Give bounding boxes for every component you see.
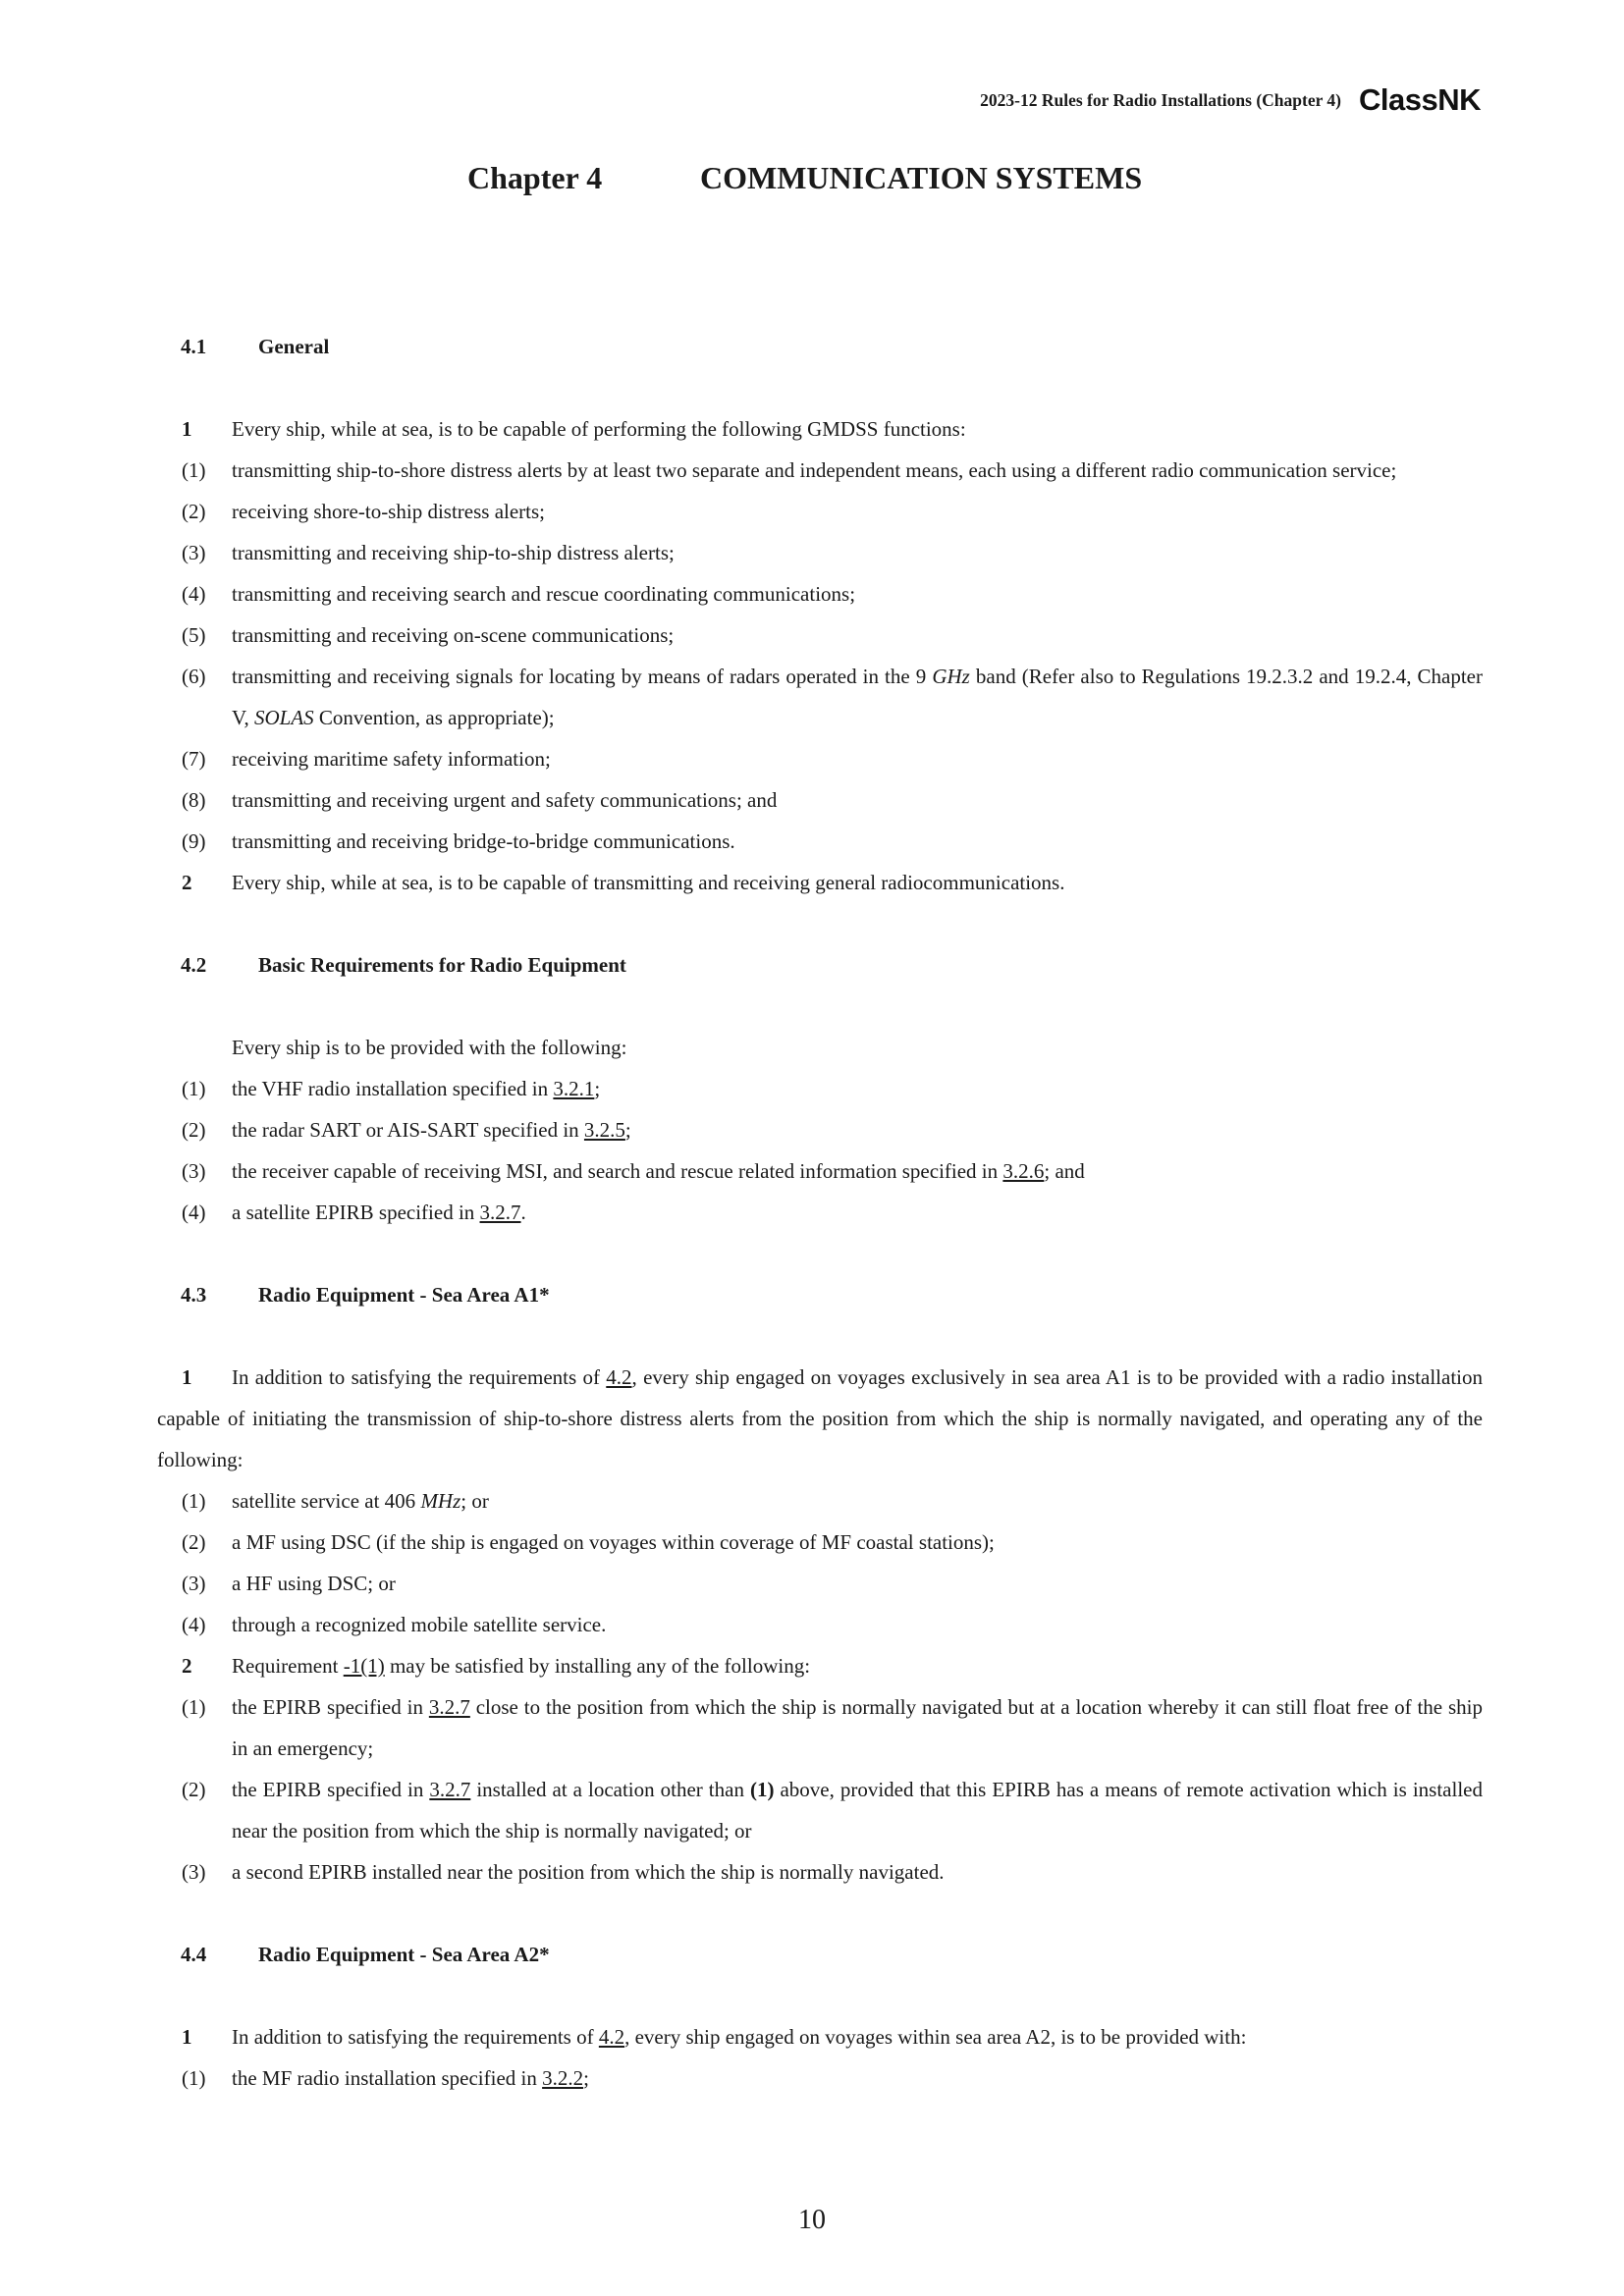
- item-number: (1): [182, 1489, 206, 1513]
- section-number: 4.1: [181, 334, 207, 358]
- section-title: Radio Equipment - Sea Area A1*: [258, 1282, 550, 1307]
- section-heading-4-3: [157, 1274, 1483, 1315]
- cross-reference-link[interactable]: 3.2.5: [583, 1118, 625, 1142]
- item-number: (3): [182, 1572, 206, 1595]
- item-text: the radar SART or AIS-SART specified in: [232, 1118, 584, 1142]
- item-number: (1): [182, 458, 206, 482]
- paragraph-text: may be satisfied by installing any of the following:: [384, 1654, 811, 1678]
- item-number: (1): [182, 1077, 206, 1100]
- item-text: band (Refer also to Regulations 19.2.3.2 and 19.2.4, Chapter V,: [232, 665, 1483, 729]
- section-number: 4.2: [181, 952, 207, 977]
- item-number: (3): [182, 541, 206, 564]
- cross-reference-link[interactable]: 3.2.1: [553, 1077, 595, 1100]
- paragraph-4-1-1: [157, 408, 1483, 450]
- section-title: Basic Requirements for Radio Equipment: [258, 952, 626, 977]
- item-text: the VHF radio installation specified in: [232, 1077, 554, 1100]
- page-number: 10: [798, 2205, 826, 2235]
- item-text: ; and: [1044, 1159, 1085, 1183]
- item-number: (6): [182, 665, 206, 688]
- item-text: ;: [624, 1118, 631, 1142]
- item-number: (2): [182, 1778, 206, 1801]
- list-item: [157, 1109, 1483, 1150]
- item-text: ;: [594, 1077, 601, 1100]
- list-item: [157, 614, 1483, 656]
- list-item: [157, 450, 1483, 491]
- item-number: (7): [182, 747, 206, 771]
- intro-text: Every ship is to be provided with the following:: [232, 1036, 627, 1059]
- paragraph-text: Every ship, while at sea, is to be capable of performing the following GMDSS functions:: [232, 417, 966, 441]
- document-body: [157, 326, 1483, 2099]
- item-text: transmitting and receiving on-scene communications;: [232, 623, 675, 647]
- chapter-title: COMMUNICATION SYSTEMS: [700, 160, 1143, 195]
- item-text: transmitting and receiving ship-to-ship distress alerts;: [232, 541, 675, 564]
- paragraph-text: Every ship, while at sea, is to be capable of transmitting and receiving general radiocommunications.: [232, 871, 1065, 894]
- paragraph-4-3-1: [157, 1357, 1483, 1480]
- item-text: transmitting ship-to-shore distress alerts by at least two separate and independent means, each using a different radio communication service;: [232, 458, 1397, 482]
- item-text: .: [520, 1201, 526, 1224]
- list-item: [157, 738, 1483, 779]
- item-text: ;: [583, 2066, 589, 2090]
- item-number: (4): [182, 1201, 206, 1224]
- list-item: [157, 1563, 1483, 1604]
- list-item: [157, 1686, 1483, 1769]
- paragraph-4-4-1: [157, 2016, 1483, 2057]
- cross-reference-link[interactable]: 3.2.2: [542, 2066, 584, 2090]
- item-number: (4): [182, 582, 206, 606]
- list-item: [157, 1068, 1483, 1109]
- section-title: General: [258, 334, 330, 358]
- cross-reference-link[interactable]: 4.2: [598, 2025, 625, 2049]
- running-title: 2023-12 Rules for Radio Installations (Chapter 4): [980, 89, 1341, 110]
- item-text: close to the position from which the ship is normally navigated but at a location whereby it can still float free of the ship in an emergency;: [232, 1695, 1483, 1760]
- paragraph-number: 1: [182, 2025, 192, 2049]
- item-text: through a recognized mobile satellite service.: [232, 1613, 607, 1636]
- item-text: receiving shore-to-ship distress alerts;: [232, 500, 545, 523]
- item-number: (1): [182, 1695, 206, 1719]
- paragraph-text: Requirement: [232, 1654, 344, 1678]
- item-text: a MF using DSC (if the ship is engaged on voyages within coverage of MF coastal stations);: [232, 1530, 995, 1554]
- cross-reference-link[interactable]: 3.2.7: [429, 1778, 471, 1801]
- cross-reference-link[interactable]: 3.2.6: [1002, 1159, 1045, 1183]
- item-text: transmitting and receiving urgent and safety communications; and: [232, 788, 778, 812]
- paragraph-number: 2: [182, 871, 192, 894]
- item-number: (2): [182, 1118, 206, 1142]
- cross-reference-link[interactable]: 3.2.7: [428, 1695, 470, 1719]
- item-text: the EPIRB specified in: [232, 1695, 429, 1719]
- list-item: [157, 1604, 1483, 1645]
- unit-ghz: GHz: [932, 665, 970, 688]
- item-text: above, provided that this EPIRB has a means of remote activation which is installed near the position from which the ship is normally navigated; or: [232, 1778, 1483, 1842]
- solas-term: SOLAS: [253, 706, 314, 729]
- list-item: [157, 1480, 1483, 1522]
- chapter-number: Chapter 4: [467, 160, 603, 195]
- item-text: a satellite EPIRB specified in: [232, 1201, 480, 1224]
- item-number: (2): [182, 500, 206, 523]
- paragraph-text: In addition to satisfying the requirements of: [232, 1365, 607, 1389]
- list-item: [157, 1769, 1483, 1851]
- item-number: (3): [182, 1860, 206, 1884]
- item-number: (2): [182, 1530, 206, 1554]
- item-text: ; or: [460, 1489, 489, 1513]
- list-item: [157, 779, 1483, 821]
- list-item: [157, 1522, 1483, 1563]
- paragraph-text: In addition to satisfying the requirements of: [232, 2025, 599, 2049]
- item-text: a second EPIRB installed near the position from which the ship is normally navigated.: [232, 1860, 945, 1884]
- paragraph-number: 2: [182, 1654, 192, 1678]
- item-reference-bold: (1): [749, 1778, 775, 1801]
- list-item: [157, 1150, 1483, 1192]
- section-number: 4.4: [181, 1942, 207, 1966]
- list-item: [157, 532, 1483, 573]
- classnk-logo: ClassNK: [1359, 82, 1481, 117]
- item-text: transmitting and receiving search and rescue coordinating communications;: [232, 582, 856, 606]
- item-number: (4): [182, 1613, 206, 1636]
- list-item: [157, 821, 1483, 862]
- section-heading-4-2: [157, 944, 1483, 986]
- item-number: (3): [182, 1159, 206, 1183]
- item-text: the MF radio installation specified in: [232, 2066, 543, 2090]
- paragraph-text: , every ship engaged on voyages within sea area A2, is to be provided with:: [624, 2025, 1247, 2049]
- running-header: [980, 80, 1481, 120]
- item-text: receiving maritime safety information;: [232, 747, 551, 771]
- item-number: (9): [182, 829, 206, 853]
- cross-reference-link[interactable]: -1(1): [343, 1654, 385, 1678]
- item-text: satellite service at 406: [232, 1489, 421, 1513]
- cross-reference-link[interactable]: 3.2.7: [479, 1201, 521, 1224]
- item-number: (8): [182, 788, 206, 812]
- cross-reference-link[interactable]: 4.2: [606, 1365, 632, 1389]
- list-item: [157, 491, 1483, 532]
- section-title: Radio Equipment - Sea Area A2*: [258, 1942, 550, 1966]
- list-item: [157, 1851, 1483, 1893]
- item-text: the EPIRB specified in: [232, 1778, 430, 1801]
- item-text: a HF using DSC; or: [232, 1572, 396, 1595]
- item-text: installed at a location other than: [470, 1778, 750, 1801]
- item-text: the receiver capable of receiving MSI, and search and rescue related information specified in: [232, 1159, 1003, 1183]
- paragraph-text: , every ship engaged on voyages exclusively in sea area A1 is to be provided with a radio installation capable of initiating the transmission of ship-to-shore distress alerts from the position from which the ship is normally navigated, and operating any of the following:: [157, 1365, 1483, 1471]
- list-item: [157, 1192, 1483, 1233]
- list-item: [157, 573, 1483, 614]
- item-text: transmitting and receiving signals for locating by means of radars operated in the 9: [232, 665, 933, 688]
- item-text: Convention, as appropriate);: [313, 706, 555, 729]
- item-text: transmitting and receiving bridge-to-bridge communications.: [232, 829, 735, 853]
- paragraph-number: 1: [182, 417, 192, 441]
- paragraph-number: 1: [182, 1365, 192, 1389]
- paragraph-4-3-2: [157, 1645, 1483, 1686]
- section-number: 4.3: [181, 1282, 207, 1307]
- item-number: (5): [182, 623, 206, 647]
- unit-mhz: MHz: [420, 1489, 461, 1513]
- section-heading-4-1: [157, 326, 1483, 367]
- section-heading-4-4: [157, 1934, 1483, 1975]
- list-item: [157, 2057, 1483, 2099]
- item-number: (1): [182, 2066, 206, 2090]
- list-item: [157, 656, 1483, 738]
- paragraph-4-1-2: [157, 862, 1483, 903]
